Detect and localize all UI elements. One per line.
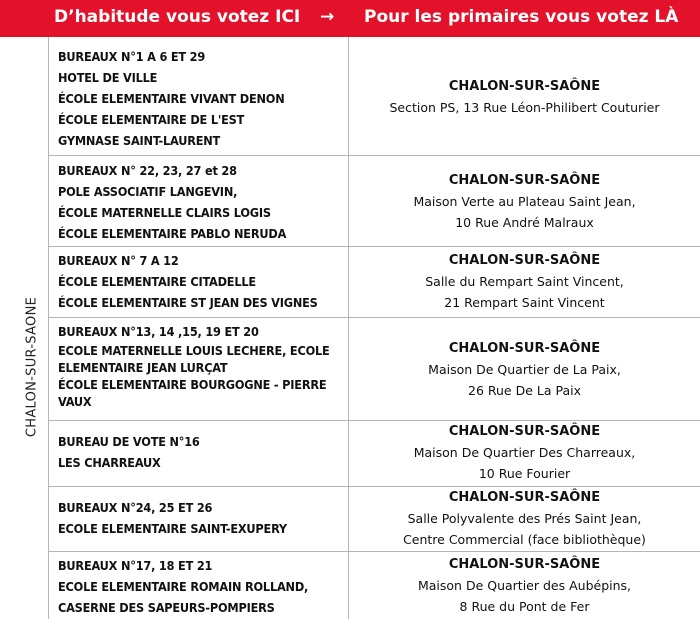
table-row [48, 37, 700, 156]
destination-cell [349, 487, 700, 550]
destination-city: CHALON-SUR-SAÔNE [448, 79, 601, 94]
destination-city: CHALON-SUR-SAÔNE [448, 424, 601, 439]
bureaux-location: ÉCOLE ELEMENTAIRE ST JEAN DES VIGNES [58, 295, 318, 310]
destination-address: 10 Rue André Malraux [455, 215, 594, 230]
bureaux-numbers: BUREAUX N°13, 14 ,15, 19 ET 20 [58, 324, 259, 339]
bureaux-location: ÉCOLE MATERNELLE CLAIRS LOGIS [58, 205, 271, 220]
destination-address: 8 Rue du Pont de Fer [459, 599, 590, 614]
bureaux-numbers: BUREAUX N° 7 A 12 [58, 253, 179, 268]
bureaux-cell [58, 160, 340, 244]
destination-address: Salle du Rempart Saint Vincent, [425, 274, 624, 289]
bureaux-numbers: BUREAU DE VOTE N°16 [58, 434, 200, 449]
destination-cell [349, 250, 700, 313]
destination-address: Section PS, 13 Rue Léon-Philibert Couturier [389, 100, 660, 115]
table-header [0, 0, 700, 37]
destination-city: CHALON-SUR-SAÔNE [448, 253, 601, 268]
bureaux-location: ECOLE ELEMENTAIRE SAINT-EXUPERY [58, 521, 287, 536]
bureaux-location: LES CHARREAUX [58, 455, 161, 470]
destination-city: CHALON-SUR-SAÔNE [448, 173, 601, 188]
bureaux-location: ÉCOLE ELEMENTAIRE PABLO NERUDA [58, 226, 287, 241]
bureaux-location: ECOLE MATERNELLE LOUIS LECHERE, ECOLE ELEMENTAIRE JEAN LURÇAT [58, 343, 330, 375]
destination-address: Maison De Quartier Des Charreaux, [413, 445, 636, 460]
bureaux-numbers: BUREAUX N° 22, 23, 27 et 28 [58, 163, 237, 178]
destination-city: CHALON-SUR-SAÔNE [448, 490, 601, 505]
destination-city: CHALON-SUR-SAÔNE [448, 557, 601, 572]
bureaux-location: ECOLE ELEMENTAIRE ROMAIN ROLLAND, [58, 579, 309, 594]
table-row [48, 487, 700, 552]
destination-address: Salle Polyvalente des Prés Saint Jean, [407, 511, 642, 526]
destination-address: 21 Rempart Saint Vincent [444, 295, 605, 310]
destination-cell [349, 421, 700, 484]
bureaux-numbers: BUREAUX N°17, 18 ET 21 [58, 558, 213, 573]
commune-name: CHALON-SUR-SAONE [24, 296, 40, 438]
header-usual-location: D’habitude vous votez ICI [54, 7, 301, 27]
destination-address: Maison De Quartier des Aubépins, [417, 578, 632, 593]
bureaux-location: POLE ASSOCIATIF LANGEVIN, [58, 184, 238, 199]
table-row [48, 318, 700, 421]
bureaux-cell [58, 555, 340, 618]
arrow-right-icon: → [320, 7, 335, 27]
bureaux-location: ÉCOLE ELEMENTAIRE CITADELLE [58, 274, 256, 289]
destination-cell [349, 554, 700, 617]
bureaux-location: ÉCOLE ELEMENTAIRE DE L'EST [58, 112, 245, 127]
bureaux-cell [58, 497, 340, 539]
destination-cell [349, 338, 700, 401]
bureaux-cell [58, 250, 340, 313]
table-row [48, 421, 700, 487]
destination-address: Centre Commercial (face bibliothèque) [403, 532, 646, 547]
destination-address: Maison De Quartier de La Paix, [428, 362, 621, 377]
bureaux-cell [58, 46, 340, 151]
bureaux-numbers: BUREAUX N°1 A 6 ET 29 [58, 49, 206, 64]
bureaux-location: ÉCOLE ELEMENTAIRE BOURGOGNE - PIERRE VAUX [58, 377, 327, 409]
table-row [48, 552, 700, 619]
destination-cell [349, 76, 700, 118]
destination-address: 26 Rue De La Paix [468, 383, 581, 398]
table-row [48, 247, 700, 318]
bureaux-location: GYMNASE SAINT-LAURENT [58, 133, 221, 148]
destination-address: 10 Rue Fourier [478, 466, 571, 481]
bureaux-location: HOTEL DE VILLE [58, 70, 158, 85]
bureaux-cell [58, 431, 340, 473]
destination-city: CHALON-SUR-SAÔNE [448, 341, 601, 356]
destination-cell [349, 170, 700, 233]
bureaux-location: CASERNE DES SAPEURS-POMPIERS [58, 600, 275, 615]
table-row [48, 156, 700, 247]
bureaux-location: ÉCOLE ELEMENTAIRE VIVANT DENON [58, 91, 285, 106]
bureaux-cell [58, 321, 340, 410]
destination-address: Maison Verte au Plateau Saint Jean, [413, 194, 636, 209]
bureaux-numbers: BUREAUX N°24, 25 ET 26 [58, 500, 213, 515]
header-primary-location: Pour les primaires vous votez LÀ [364, 7, 679, 27]
commune-column [8, 37, 49, 619]
